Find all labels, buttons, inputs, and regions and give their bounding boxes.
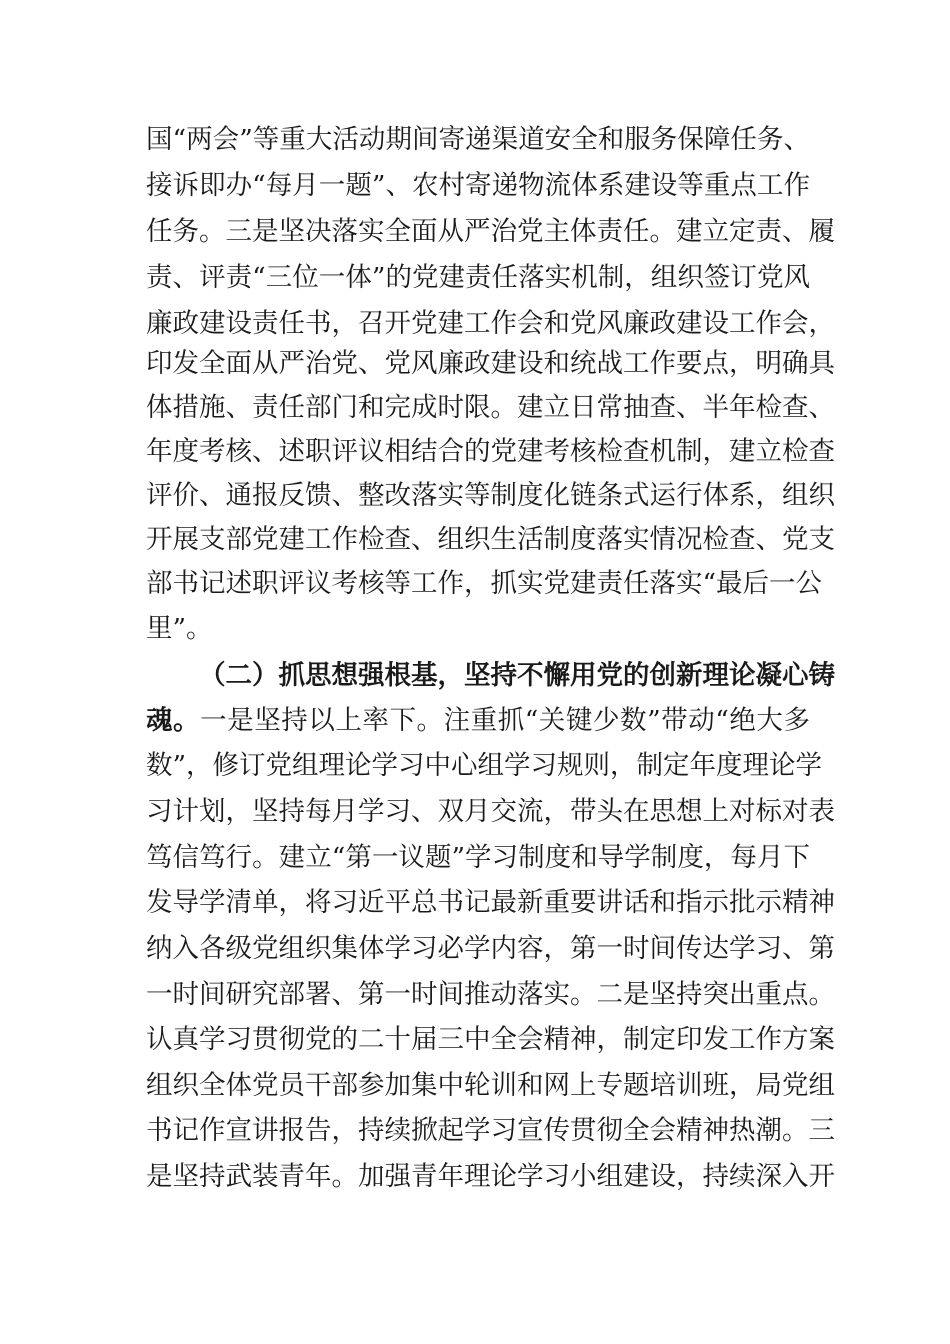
text-line-rest: 一是坚持以上率下。注重抓“关键少数”带动“绝大多 xyxy=(200,705,810,736)
text-line: 任务。三是坚决落实全面从严治党主体责任。建立定责、履 xyxy=(146,216,835,247)
text-line: 廉政建设责任书，召开党建工作会和党风廉政建设工作会， xyxy=(146,308,835,339)
text-line: 一时间研究部署、第一时间推动落实。二是坚持突出重点。 xyxy=(146,979,835,1010)
text-line: 笃信笃行。建立“第一议题”学习制度和导学制度，每月下 xyxy=(146,842,810,873)
text-line: 书记作宣讲报告，持续掀起学习宣传贯彻全会精神热潮。三 xyxy=(146,1115,835,1146)
text-line: 接诉即办“每月一题”、农村寄递物流体系建设等重点工作 xyxy=(146,170,810,201)
text-line: 年度考核、述职评议相结合的党建考核检查机制，建立检查 xyxy=(146,436,835,467)
text-line: 里”。 xyxy=(146,613,213,644)
text-line: 数”，修订党组理论学习中心组学习规则，制定年度理论学 xyxy=(146,750,823,781)
section-heading-tail: 魂。 xyxy=(146,705,201,736)
text-line: 认真学习贯彻党的二十届三中全会精神，制定印发工作方案 xyxy=(146,1024,835,1055)
text-line: 评价、通报反馈、整改落实等制度化链条式运行体系，组织 xyxy=(146,480,835,511)
text-line: 责、评责“三位一体”的党建责任落实机制，组织签订党风 xyxy=(146,262,810,293)
text-line: 习计划，坚持每月学习、双月交流，带头在思想上对标对表 xyxy=(146,796,835,827)
text-line: 开展支部党建工作检查、组织生活制度落实情况检查、党支 xyxy=(146,524,835,555)
text-line: 发导学清单，将习近平总书记最新重要讲话和指示批示精神 xyxy=(146,887,835,918)
text-line: 组织全体党员干部参加集中轮训和网上专题培训班，局党组 xyxy=(146,1070,835,1101)
text-line xyxy=(146,698,810,744)
section-heading: （二）抓思想强根基，坚持不懈用党的创新理论凝心铸 xyxy=(199,660,835,691)
text-line: 印发全面从严治党、党风廉政建设和统战工作要点，明确具 xyxy=(146,348,835,379)
text-line: 纳入各级党组织集体学习必学内容，第一时间传达学习、第 xyxy=(146,933,835,964)
text-line: 部书记述职评议考核等工作，抓实党建责任落实“最后一公 xyxy=(146,568,823,599)
text-line: 体措施、责任部门和完成时限。建立日常抽查、半年检查、 xyxy=(146,392,835,423)
text-line: 是坚持武装青年。加强青年理论学习小组建设，持续深入开 xyxy=(146,1161,835,1192)
text-line: 国“两会”等重大活动期间寄递渠道安全和服务保障任务、 xyxy=(146,124,810,155)
